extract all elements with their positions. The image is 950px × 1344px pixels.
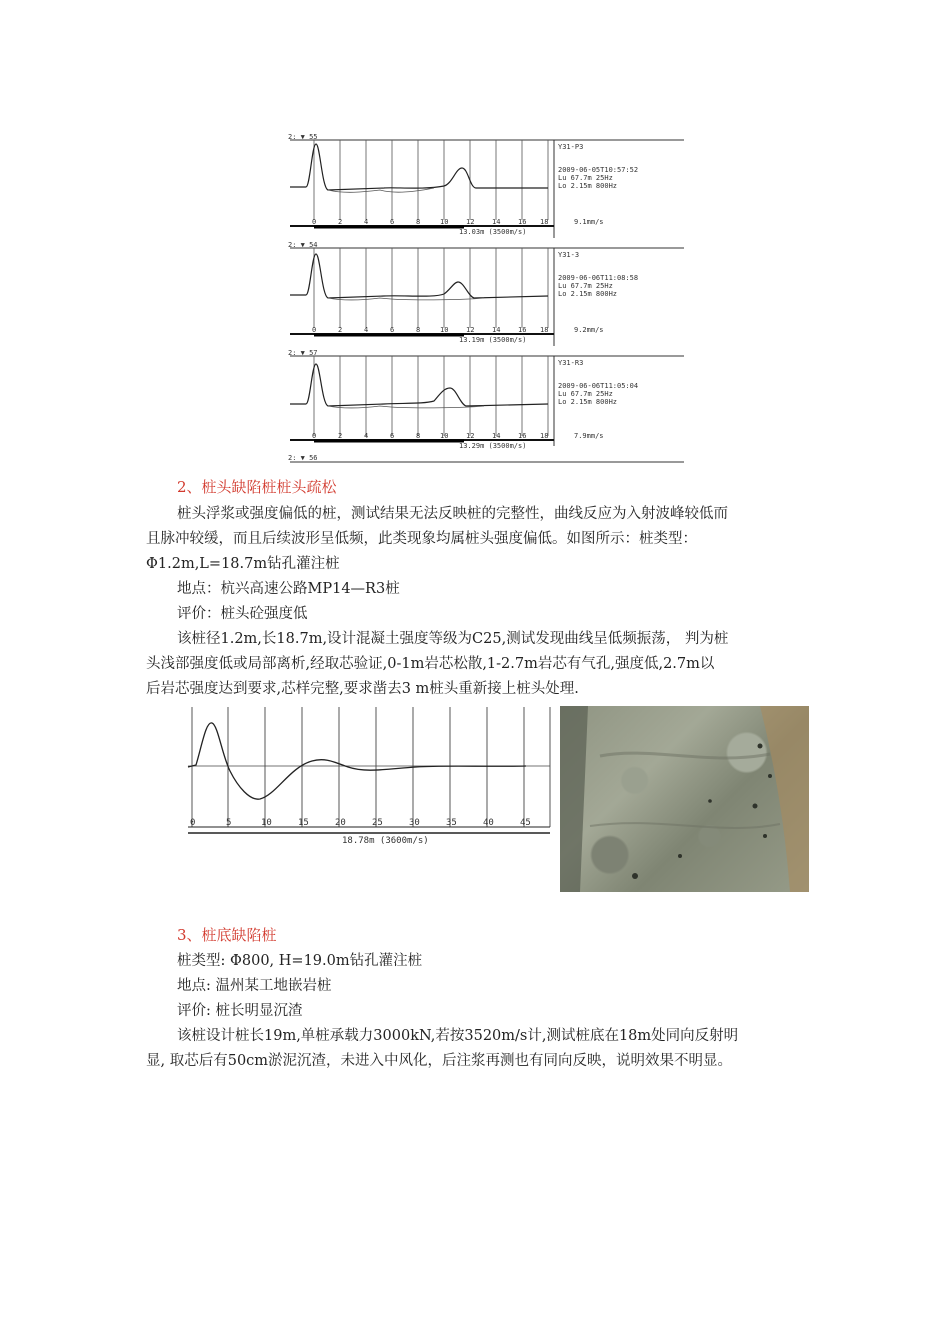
svg-text:40: 40 xyxy=(483,818,494,828)
speed-label: 18.78m (3600m/s) xyxy=(342,836,429,846)
panel-date: 2009-06-06T11:05:04 xyxy=(558,382,639,390)
svg-text:8: 8 xyxy=(416,218,421,226)
svg-text:5: 5 xyxy=(226,818,232,828)
svg-text:Lo 2.15m 800Hz: Lo 2.15m 800Hz xyxy=(558,290,618,298)
core-sample-photo xyxy=(560,706,809,892)
svg-text:4: 4 xyxy=(364,218,369,226)
svg-text:30: 30 xyxy=(409,818,420,828)
svg-text:0: 0 xyxy=(190,818,196,828)
svg-text:12: 12 xyxy=(466,218,475,226)
svg-text:Lo 2.15m 800Hz: Lo 2.15m 800Hz xyxy=(558,398,618,406)
section-2-location: 地点：杭兴高速公路MP14—R3桩 xyxy=(177,581,400,597)
panel-id: Y31-P3 xyxy=(558,143,584,151)
svg-text:4: 4 xyxy=(364,432,369,440)
svg-text:10: 10 xyxy=(440,432,449,440)
svg-text:0: 0 xyxy=(312,432,317,440)
svg-text:18: 18 xyxy=(540,218,549,226)
svg-text:2: 2 xyxy=(338,218,343,226)
svg-text:2: 2 xyxy=(338,432,343,440)
section-3-title: 3、桩底缺陷桩 xyxy=(177,926,277,944)
panel-marker: 2: ▼ 55 xyxy=(288,133,318,141)
panel-marker: 2: ▼ 57 xyxy=(288,349,318,357)
section-3-pile-type: 桩类型: Φ800, H=19.0m钻孔灌注桩 xyxy=(177,953,423,969)
svg-text:16: 16 xyxy=(518,432,527,440)
svg-text:14: 14 xyxy=(492,432,501,440)
panel-id: Y31-3 xyxy=(558,251,580,259)
svg-text:8: 8 xyxy=(416,326,421,334)
svg-text:14: 14 xyxy=(492,326,501,334)
svg-text:0: 0 xyxy=(312,326,317,334)
svg-text:2: 2 xyxy=(338,326,343,334)
panel-marker: 2: ▼ 54 xyxy=(288,241,318,249)
svg-text:Lu 67.7m 25Hz: Lu 67.7m 25Hz xyxy=(558,390,613,398)
svg-text:12: 12 xyxy=(466,432,475,440)
svg-text:6: 6 xyxy=(390,218,395,226)
svg-text:10: 10 xyxy=(440,218,449,226)
svg-text:4: 4 xyxy=(364,326,369,334)
low-frequency-waveform xyxy=(186,705,552,847)
section-2-title: 2、桩头缺陷桩桩头疏松 xyxy=(177,478,337,496)
panel-date: 2009-06-05T10:57:52 xyxy=(558,166,639,174)
section-2-detail-line-1: 该桩径1.2m,长18.7m,设计混凝土强度等级为C25,测试发现曲线呈低频振荡， 判为桩 xyxy=(177,631,729,647)
footer-marker: 2: ▼ 56 xyxy=(288,454,318,462)
scale-label: 9.1mm/s xyxy=(574,218,604,226)
svg-text:18: 18 xyxy=(540,432,549,440)
svg-text:20: 20 xyxy=(335,818,346,828)
svg-text:10: 10 xyxy=(261,818,272,828)
section-2-para-line-1: 桩头浮浆或强度偏低的桩，测试结果无法反映桩的完整性，曲线反应为入射波峰较低而 xyxy=(177,506,728,522)
section-3-para-line-2: 显, 取芯后有50cm淤泥沉渣，未进入中风化，后注浆再测也有同向反映，说明效果不明显。 xyxy=(146,1053,733,1069)
svg-text:35: 35 xyxy=(446,818,457,828)
section-2-detail-line-2: 头浅部强度低或局部离析,经取芯验证,0-1m岩芯松散,1-2.7m岩芯有气孔,强度低,2.7m以 xyxy=(146,656,715,672)
svg-text:12: 12 xyxy=(466,326,475,334)
svg-text:0: 0 xyxy=(312,218,317,226)
svg-text:18: 18 xyxy=(540,326,549,334)
section-3-para-line-1: 该桩设计桩长19m,单桩承载力3000kN,若按3520m/s计,测试桩底在18m处同向反射明 xyxy=(177,1028,739,1044)
svg-text:8: 8 xyxy=(416,432,421,440)
scale-label: 7.9mm/s xyxy=(574,432,604,440)
section-2-evaluation: 评价：桩头砼强度低 xyxy=(177,606,308,622)
svg-text:16: 16 xyxy=(518,218,527,226)
panel-id: Y31-R3 xyxy=(558,359,584,367)
svg-text:16: 16 xyxy=(518,326,527,334)
speed-label: 13.19m (3500m/s) xyxy=(459,336,527,344)
svg-text:45: 45 xyxy=(520,818,531,828)
section-2-para-line-3: Φ1.2m,L=18.7m钻孔灌注桩 xyxy=(146,556,340,572)
svg-text:Lo 2.15m 800Hz: Lo 2.15m 800Hz xyxy=(558,182,618,190)
svg-text:Lu 67.7m 25Hz: Lu 67.7m 25Hz xyxy=(558,282,613,290)
svg-text:6: 6 xyxy=(390,432,395,440)
panel-date: 2009-06-06T11:08:58 xyxy=(558,274,639,282)
pile-waveform-figure xyxy=(284,130,690,466)
svg-text:15: 15 xyxy=(298,818,309,828)
section-3-evaluation: 评价: 桩长明显沉渣 xyxy=(177,1003,303,1019)
rock-texture xyxy=(560,706,809,892)
section-2-para-line-2: 且脉冲较缓，而且后续波形呈低频，此类现象均属桩头强度偏低。如图所示：桩类型： xyxy=(146,531,697,547)
section-3-location: 地点: 温州某工地嵌岩桩 xyxy=(177,978,332,994)
svg-text:Lu 67.7m 25Hz: Lu 67.7m 25Hz xyxy=(558,174,613,182)
speed-label: 13.29m (3500m/s) xyxy=(459,442,527,450)
speed-label: 13.03m (3500m/s) xyxy=(459,228,527,236)
svg-text:6: 6 xyxy=(390,326,395,334)
scale-label: 9.2mm/s xyxy=(574,326,604,334)
svg-text:25: 25 xyxy=(372,818,383,828)
svg-text:10: 10 xyxy=(440,326,449,334)
section-2-detail-line-3: 后岩芯强度达到要求,芯样完整,要求凿去3 m桩头重新接上桩头处理. xyxy=(146,681,579,697)
svg-text:14: 14 xyxy=(492,218,501,226)
